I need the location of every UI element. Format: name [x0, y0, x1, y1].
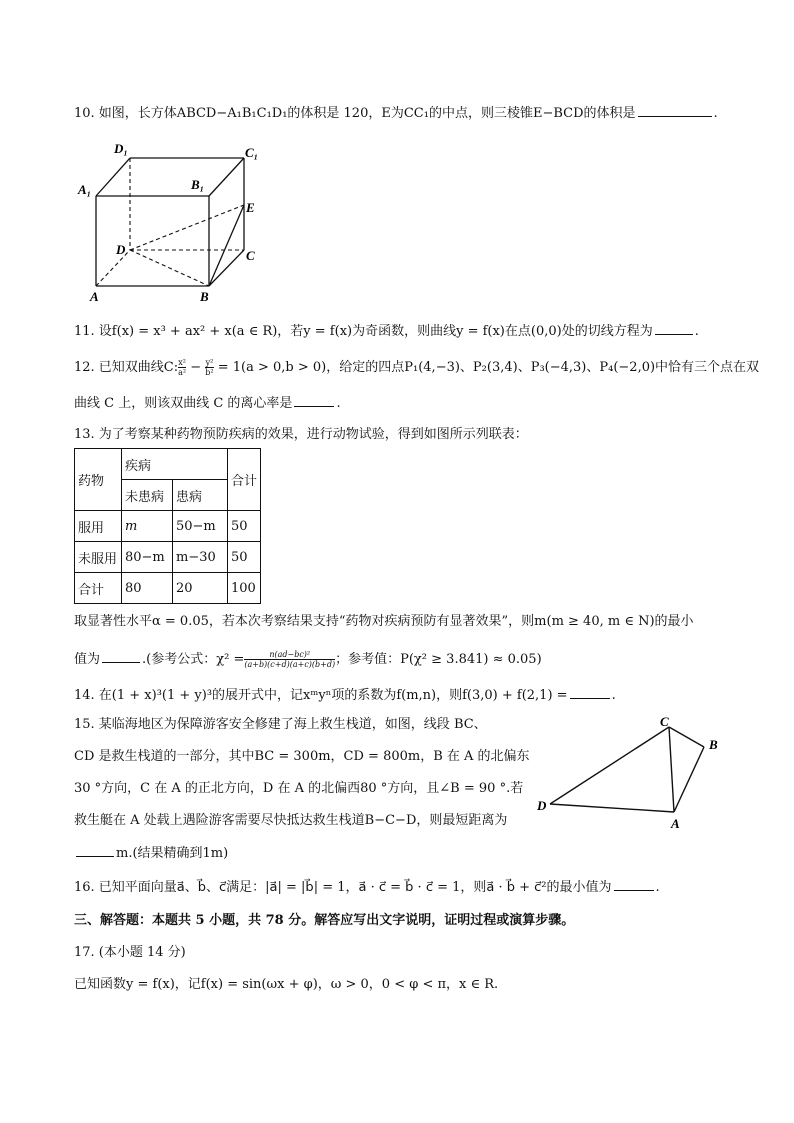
q15-line1: 15. 某临海地区为保障游客安全修建了海上救生栈道，如图，线段 BC、 — [74, 717, 487, 732]
q13-condition: 取显著性水平α = 0.05，若本次考察结果支持“药物对疾病预防有显著效果”，则m(m ≥ 40, m ∈ N)的最小 — [74, 614, 694, 629]
label-C: C — [246, 248, 255, 263]
table-header: 患病 — [173, 480, 228, 511]
tri-label-D: D — [537, 798, 547, 813]
table-header: 合计 — [228, 449, 261, 511]
table-row: 合计 80 20 100 — [75, 573, 261, 604]
rescue-path-figure — [534, 712, 734, 832]
answer-blank — [614, 878, 654, 891]
q13-formula-line: 值为 .(参考公式：χ² = $\frac{\text{n(ad−bc)²}}{(a+b)(c+d)(a+c)(b+d)}$ ；参考值：P(χ² ≥ 3.841) ≈ 0.05) — [74, 650, 542, 669]
table-row: 服用 m 50−m 50 — [75, 511, 261, 542]
q11-text: 11. 设f(x) = x³ + ax² + x(a ∈ R)，若y = f(x)为奇函数，则曲线y = f(x)在点(0,0)处的切线方程为 — [74, 324, 653, 339]
q16-line: 16. 已知平面向量a⃗、b⃗、c⃗满足：|a⃗| = |b⃗| = 1，a⃗ · c⃗ = b⃗ · c⃗ = 1，则a⃗ · b⃗ + c⃗²的最小值为 . — [74, 880, 660, 895]
table-header: 药物 — [75, 449, 122, 511]
label-D: D — [116, 242, 126, 257]
q10-line: 10. 如图，长方体ABCD−A₁B₁C₁D₁的体积是 120，E为CC₁的中点，则三棱锥E−BCD的体积是 . — [74, 106, 718, 121]
table-header: 未患病 — [122, 480, 173, 511]
fraction: $\frac{\text{y²}}{\text{b²}}$ — [205, 358, 214, 377]
q15-line3: 30 °方向，C 在 A 的正北方向，D 在 A 的北偏西80 °方向，且∠B = 90 °.若 — [74, 781, 524, 796]
answer-blank — [76, 844, 114, 857]
q13-line: 13. 为了考察某种药物预防疾病的效果，进行动物试验，得到如图所示列联表： — [74, 427, 528, 442]
label-B1: B₁ — [191, 177, 205, 192]
label-D1: D₁ — [114, 141, 128, 156]
q15-line5: m.(结果精确到1m) — [74, 844, 228, 863]
fraction: $\frac{\text{x²}}{\text{a²}}$ — [178, 358, 187, 377]
table-header: 疾病 — [122, 449, 228, 480]
label-C1: C₁ — [245, 145, 259, 160]
q15-line2: CD 是救生栈道的一部分，其中BC = 300m，CD = 800m，B 在 A 的北偏东 — [74, 749, 530, 764]
q10-text: 10. 如图，长方体ABCD−A₁B₁C₁D₁的体积是 120，E为CC₁的中点，则三棱锥E−BCD的体积是 — [74, 106, 636, 121]
q14-line: 14. 在(1 + x)³(1 + y)³的展开式中，记xᵐyⁿ项的系数为f(m,n)，则f(3,0) + f(2,1) = . — [74, 688, 616, 703]
q12-line1: 12. 已知双曲线C: $\frac{\text{x²}}{\text{a²}}$ − $\frac{\text{y²}}{\text{b²}}$ = 1(a > 0,b > 0)，给定的四点P₁(4,−3)、P₂(3,4)、P₃(−4,3)、P₄(−2,0)中恰有三个点在双 — [74, 358, 760, 377]
label-A1: A₁ — [78, 182, 92, 197]
q12-line2: 曲线 C 上，则该双曲线 C 的离心率是 . — [74, 396, 341, 411]
tri-label-C: C — [660, 714, 669, 729]
table-row: 未服用 80−m m−30 50 — [75, 542, 261, 573]
contingency-table — [74, 448, 261, 604]
chi-square-formula: $\frac{\text{n(ad−bc)²}}{(a+b)(c+d)(a+c)(b+d)}$ — [244, 650, 336, 669]
label-B: B — [200, 289, 209, 304]
answer-blank — [294, 394, 334, 407]
q11-line: 11. 设f(x) = x³ + ax² + x(a ∈ R)，若y = f(x)为奇函数，则曲线y = f(x)在点(0,0)处的切线方程为 . — [74, 324, 699, 339]
section-heading: 三、解答题：本题共 5 小题，共 78 分。解答应写出文字说明，证明过程或演算步骤。 — [74, 913, 575, 928]
tri-label-B: B — [709, 737, 718, 752]
answer-blank — [655, 322, 693, 335]
answer-blank — [102, 650, 140, 663]
cuboid-figure — [74, 140, 274, 310]
label-A: A — [90, 289, 99, 304]
q17-text: 已知函数y = f(x)，记f(x) = sin(ωx + φ)，ω > 0，0 < φ < π，x ∈ R. — [74, 977, 499, 992]
q17-head: 17. (本小题 14 分) — [74, 945, 186, 960]
label-E: E — [246, 200, 255, 215]
tri-label-A: A — [671, 816, 680, 831]
answer-blank — [570, 686, 610, 699]
answer-blank — [638, 104, 712, 117]
q15-line4: 救生艇在 A 处载上遇险游客需要尽快抵达救生栈道B−C−D，则最短距离为 — [74, 813, 508, 828]
